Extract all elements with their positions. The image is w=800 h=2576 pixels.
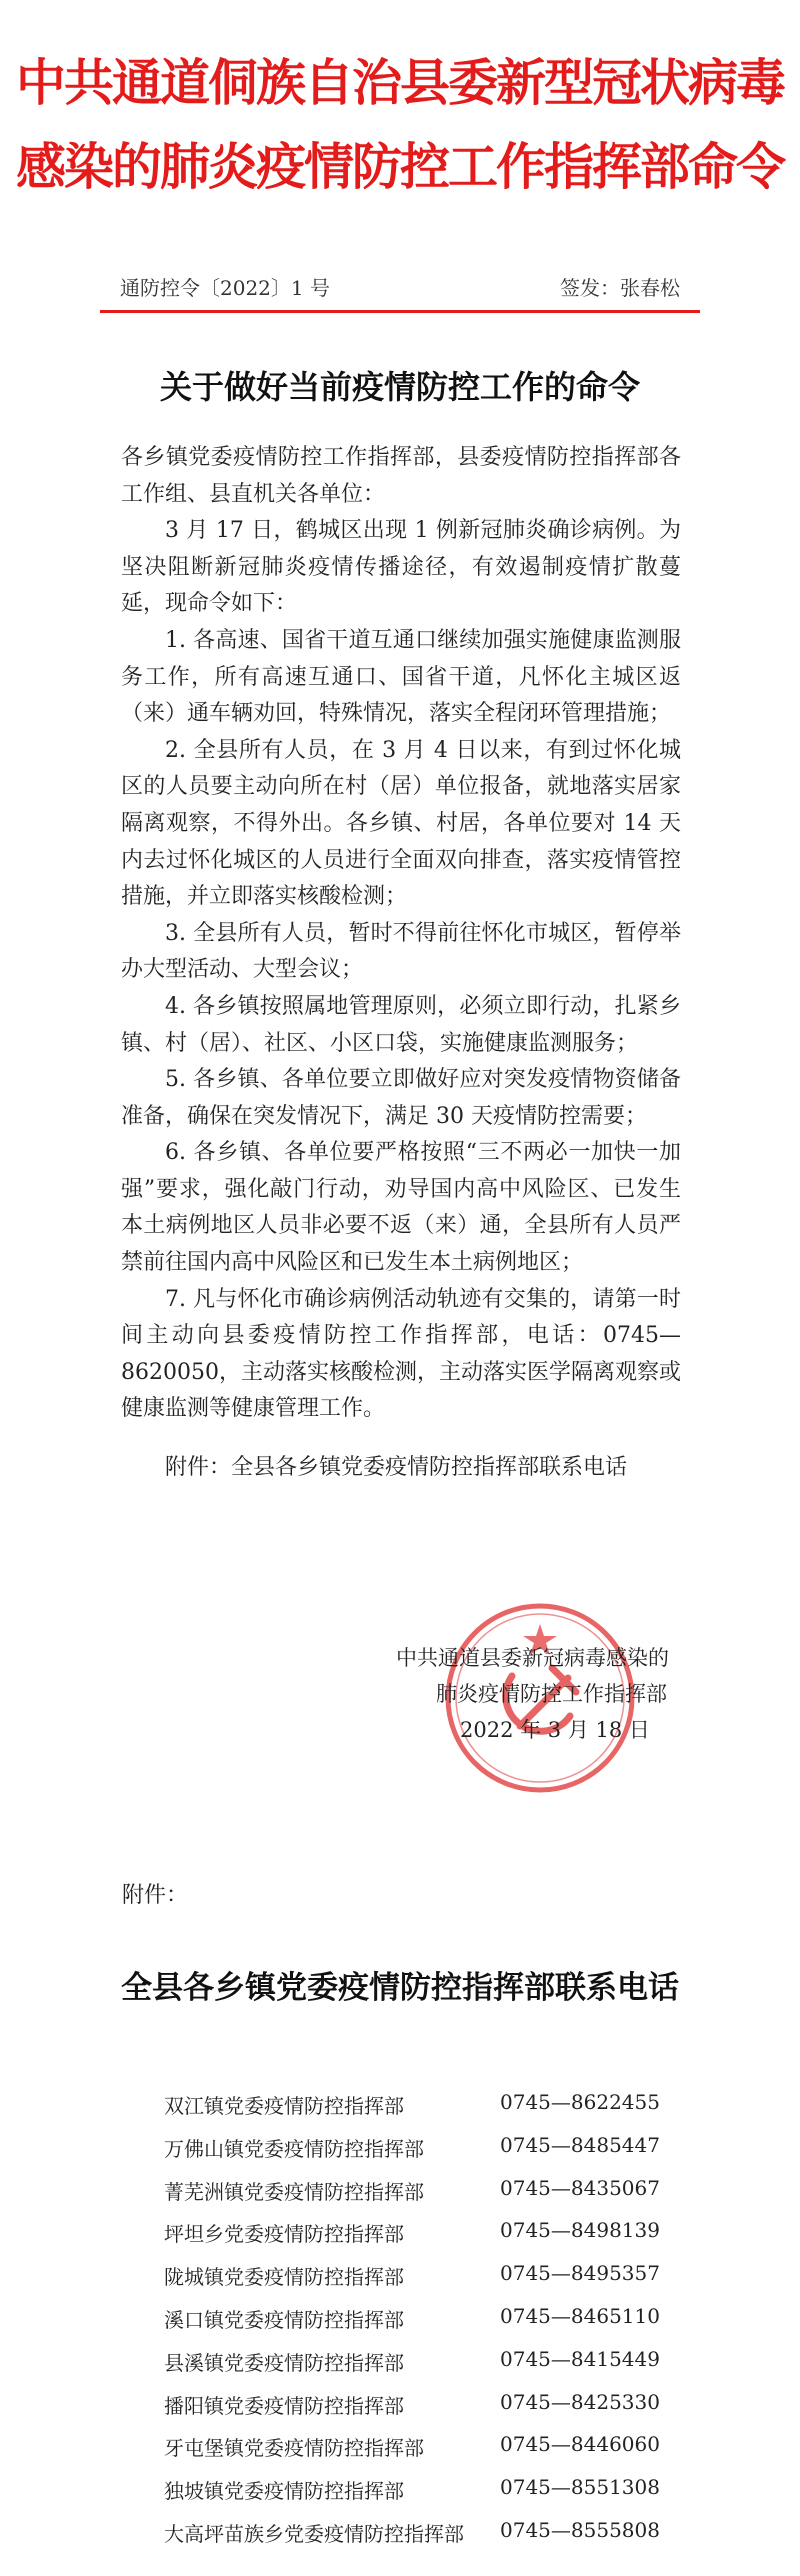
contact-row <box>164 2261 724 2304</box>
contact-name: 牙屯堡镇党委疫情防控指挥部 <box>164 2436 424 2461</box>
contact-name: 大高坪苗族乡党委疫情防控指挥部 <box>164 2521 464 2546</box>
contact-row <box>164 2347 724 2390</box>
signature-org-line1: 中共通道县委新冠病毒感染的 <box>396 1646 669 1670</box>
attachment-label: 附件： <box>122 1883 189 1908</box>
contact-row <box>164 2218 724 2261</box>
contact-name: 双江镇党委疫情防控指挥部 <box>164 2094 404 2118</box>
contact-phone: 0745—8485447 <box>500 2132 660 2157</box>
contact-name: 菁芜洲镇党委疫情防控指挥部 <box>164 2179 424 2204</box>
contact-phone: 0745—8425330 <box>500 2389 660 2414</box>
order-item: 2. 全县所有人员，在 3 月 4 日以来，有到过怀化城区的人员要主动向所在村（居）单位报备，就地落实居家隔离观察，不得外出。各乡镇、村居，各单位要对 14 天内去过怀化城区的人员进行全面双向排查，落实疫情管控措施，并立即落实核酸检测； <box>121 737 681 910</box>
order-item: 1. 各高速、国省干道互通口继续加强实施健康监测服务工作，所有高速互通口、国省干道，凡怀化主城区返（来）通车辆劝回，特殊情况，落实全程闭环管理措施； <box>121 627 681 727</box>
attachment-note: 附件：全县各乡镇党委疫情防控指挥部联系电话 <box>165 1455 628 1481</box>
order-item: 4. 各乡镇按照属地管理原则，必须立即行动，扎紧乡镇、村（居）、社区、小区口袋，实施健康监测服务； <box>121 993 681 1056</box>
salutation: 各乡镇党委疫情防控工作指挥部，县委疫情防控指挥部各工作组、县直机关各单位： <box>121 445 681 507</box>
red-divider <box>100 310 700 313</box>
contact-row <box>164 2304 724 2347</box>
contact-row <box>164 2133 724 2176</box>
signature-block <box>380 1640 720 1748</box>
signature-org-line2: 肺炎疫情防控工作指挥部 <box>436 1682 667 1706</box>
contact-phone: 0745—8498139 <box>500 2218 660 2243</box>
document-title: 关于做好当前疫情防控工作的命令 <box>159 368 640 406</box>
contact-phone: 0745—8622455 <box>500 2090 660 2114</box>
header-title-line2: 感染的肺炎疫情防控工作指挥部命令 <box>16 137 784 196</box>
signature-date: 2022 年 3 月 18 日 <box>460 1718 650 1742</box>
order-item: 5. 各乡镇、各单位要立即做好应对突发疫情物资储备准备，确保在突发情况下，满足 30 天疫情防控需要； <box>121 1067 681 1129</box>
contact-row <box>164 2475 724 2518</box>
header-title-line1: 中共通道侗族自治县委新型冠状病毒 <box>16 53 784 112</box>
contact-name: 播阳镇党委疫情防控指挥部 <box>164 2393 404 2418</box>
order-item: 6. 各乡镇、各单位要严格按照“三不两必一加快一加强”要求，强化敲门行动，劝导国内高中风险区、已发生本土病例地区人员非必要不返（来）通，全县所有人员严禁前往国内高中风险区和已发生本土病例地区； <box>121 1140 681 1276</box>
contact-name: 溪口镇党委疫情防控指挥部 <box>164 2307 404 2332</box>
contact-row <box>164 2176 724 2219</box>
contact-phone: 0745—8551308 <box>500 2475 660 2500</box>
contact-row <box>164 2432 724 2475</box>
order-item: 3. 全县所有人员，暂时不得前往怀化市城区，暂停举办大型活动、大型会议； <box>121 920 681 983</box>
contact-phone: 0745—8555808 <box>500 2517 660 2542</box>
document-body <box>121 440 681 1487</box>
signer: 签发：张春松 <box>560 276 680 300</box>
contact-phone: 0745—8446060 <box>500 2432 660 2457</box>
contact-phone: 0745—8495357 <box>500 2261 660 2286</box>
contact-name: 万佛山镇党委疫情防控指挥部 <box>164 2136 424 2161</box>
contact-row <box>164 2390 724 2433</box>
document-number: 通防控令〔2022〕1 号 <box>120 276 330 300</box>
contact-list <box>164 2090 724 2561</box>
intro-paragraph: 3 月 17 日，鹤城区出现 1 例新冠肺炎确诊病例。为坚决阻断新冠肺炎疫情传播途径，有效遏制疫情扩散蔓延，现命令如下： <box>121 518 681 617</box>
contact-phone: 0745—8435067 <box>500 2175 660 2200</box>
order-item: 7. 凡与怀化市确诊病例活动轨迹有交集的，请第一时间主动向县委疫情防控工作指挥部，电话：0745—8620050，主动落实核酸检测，主动落实医学隔离观察或健康监测等健康管理工作。 <box>121 1286 681 1422</box>
contact-name: 县溪镇党委疫情防控指挥部 <box>164 2350 404 2375</box>
contact-phone: 0745—8415449 <box>500 2346 660 2371</box>
contact-name: 坪坦乡党委疫情防控指挥部 <box>164 2222 404 2247</box>
contact-phone: 0745—8465110 <box>500 2303 660 2328</box>
contact-row <box>164 2518 724 2561</box>
contact-name: 独坡镇党委疫情防控指挥部 <box>164 2479 404 2504</box>
contact-row <box>164 2090 724 2133</box>
contact-name: 陇城镇党委疫情防控指挥部 <box>164 2265 404 2290</box>
contacts-title: 全县各乡镇党委疫情防控指挥部联系电话 <box>121 1970 679 2006</box>
